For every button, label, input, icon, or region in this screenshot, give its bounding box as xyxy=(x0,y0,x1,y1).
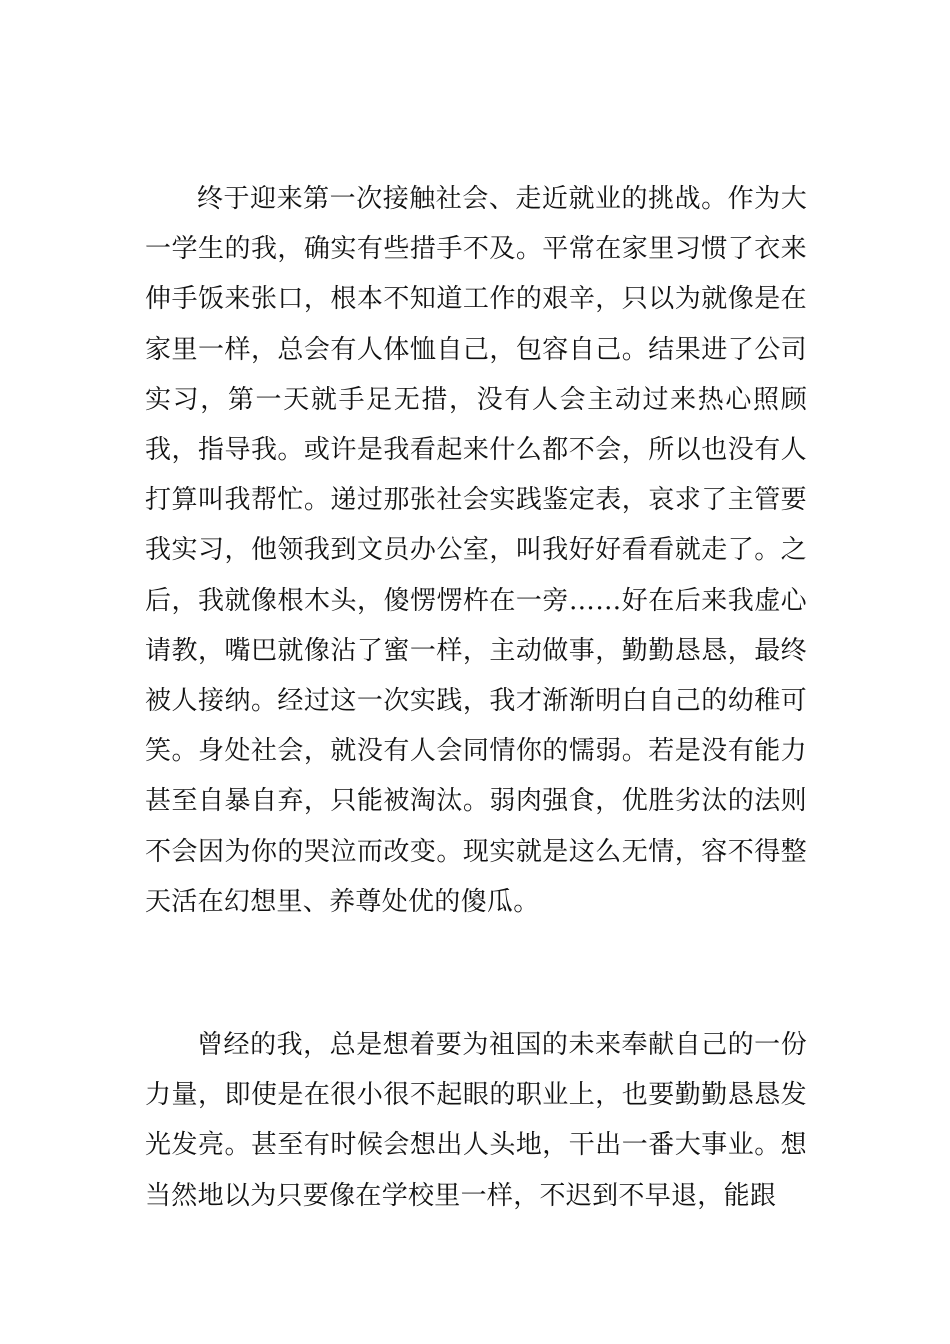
paragraph-internship-experience: 终于迎来第一次接触社会、走近就业的挑战。作为大一学生的我，确实有些措手不及。平常在家里习惯了衣来伸手饭来张口，根本不知道工作的艰辛，只以为就像是在家里一样，总会有人体恤自己，包容自己。结果进了公司实习，第一天就手足无措，没有人会主动过来热心照顾我，指导我。或许是我看起来什么都不会，所以也没有人打算叫我帮忙。递过那张社会实践鉴定表，哀求了主管要我实习，他领我到文员办公室，叫我好好看看就走了。之后，我就像根木头，傻愣愣杵在一旁……好在后来我虚心请教，嘴巴就像沾了蜜一样，主动做事，勤勤恳恳，最终被人接纳。经过这一次实践，我才渐渐明白自己的幼稚可笑。身处社会，就没有人会同情你的懦弱。若是没有能力甚至自暴自弃，只能被淘汰。弱肉强食，优胜劣汰的法则不会因为你的哭泣而改变。现实就是这么无情，容不得整天活在幻想里、养尊处优的傻瓜。 xyxy=(145,184,807,917)
paragraph-past-aspirations: 曾经的我，总是想着要为祖国的未来奉献自己的一份力量，即使是在很小很不起眼的职业上，也要勤勤恳恳发光发亮。甚至有时候会想出人头地，干出一番大事业。想当然地以为只要像在学校里一样，不迟到不早退，能跟 xyxy=(145,1030,807,1211)
